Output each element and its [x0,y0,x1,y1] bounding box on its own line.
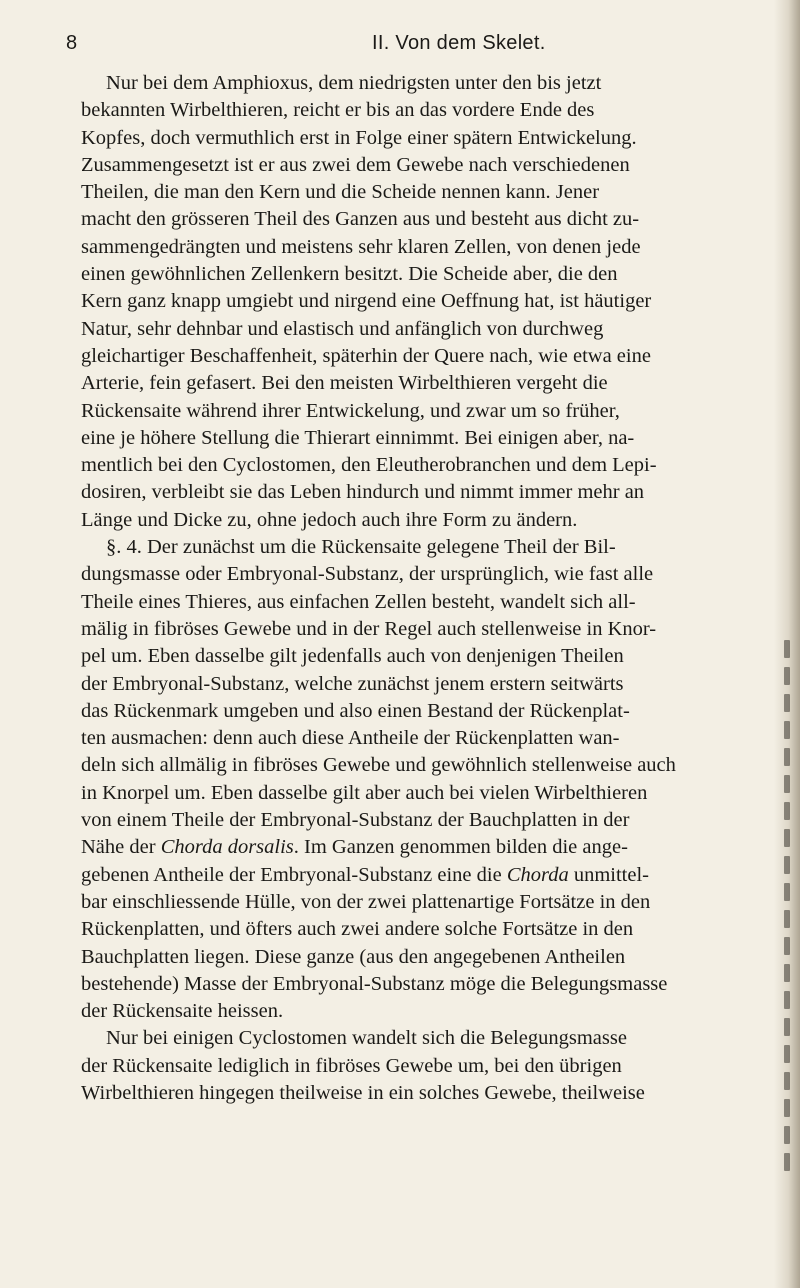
running-head: II. Von dem Skelet. [372,32,546,54]
text-line: bekannten Wirbelthieren, reicht er bis an das vordere Ende des [81,99,595,122]
text-line: Rückenplatten, und öfters auch zwei andere solche Fortsätze in den [81,918,634,941]
text-line: sammengedrängten und meistens sehr klaren Zellen, von denen jede [81,235,641,258]
text-line: Theile eines Thieres, aus einfachen Zellen besteht, wandelt sich all- [81,590,636,613]
text-line: in Knorpel um. Eben dasselbe gilt aber auch bei vielen Wirbelthieren [81,781,648,804]
italic-term: Chorda dorsalis [160,836,294,859]
text-line: bestehende) Masse der Embryonal-Substanz möge die Belegungsmasse [81,972,668,995]
text-line: dungsmasse oder Embryonal-Substanz, der ursprünglich, wie fast alle [81,563,654,586]
page-edge-marks [784,640,792,1180]
text-line: Länge und Dicke zu, ohne jedoch auch ihre Form zu ändern. [81,508,578,531]
text-line: einen gewöhnlichen Zellenkern besitzt. Die Scheide aber, die den [81,263,618,286]
text-line: mälig in fibröses Gewebe und in der Regel auch stellenweise in Knor- [81,617,657,640]
text-line: Nur bei einigen Cyclostomen wandelt sich die Belegungsmasse [106,1027,627,1050]
text-line: deln sich allmälig in fibröses Gewebe und gewöhnlich stellenweise auch [81,754,676,777]
text-line: Kopfes, doch vermuthlich erst in Folge einer spätern Entwickelung. [81,126,637,149]
text-line: Wirbelthieren hingegen theilweise in ein solches Gewebe, theilweise [81,1081,645,1104]
text-line: ten ausmachen: denn auch diese Antheile der Rückenplatten wan- [81,727,620,750]
text-line: Zusammengesetzt ist er aus zwei dem Gewebe nach verschiedenen [81,153,630,176]
text-line: Theilen, die man den Kern und die Scheide nennen kann. Jener [81,181,600,204]
text-line: von einem Theile der Embryonal-Substanz der Bauchplatten in der [81,809,630,832]
text-line: eine je höhere Stellung die Thierart einnimmt. Bei einigen aber, na- [81,426,635,449]
text-line: pel um. Eben dasselbe gilt jedenfalls auch von denjenigen Theilen [81,645,624,668]
text-line: das Rückenmark umgeben und also einen Bestand der Rückenplat- [81,699,630,722]
text-line: Kern ganz knapp umgiebt und nirgend eine Oeffnung hat, ist häutiger [81,290,652,313]
text-line: Arterie, fein gefasert. Bei den meisten Wirbelthieren vergeht die [81,372,608,395]
text-line: macht den grösseren Theil des Ganzen aus und besteht aus dicht zu- [81,208,640,231]
text-line: Nähe der Chorda dorsalis. Im Ganzen genommen bilden die ange- [81,836,628,859]
text-line: Bauchplatten liegen. Diese ganze (aus den angegebenen Antheilen [81,945,626,968]
text-line: der Rückensaite lediglich in fibröses Gewebe um, bei den übrigen [81,1054,622,1077]
text-line: bar einschliessende Hülle, von der zwei plattenartige Fortsätze in den [81,890,651,913]
text-line: der Embryonal-Substanz, welche zunächst jenem erstern seitwärts [81,672,624,695]
section-line: §. 4. Der zunächst um die Rückensaite gelegene Theil der Bil- [106,536,616,559]
page-number: 8 [66,32,78,54]
text-line: gleichartiger Beschaffenheit, späterhin der Quere nach, wie etwa eine [81,344,651,367]
text-line: Rückensaite während ihrer Entwickelung, und zwar um so früher, [81,399,620,422]
text-line: Nur bei dem Amphioxus, dem niedrigsten unter den bis jetzt [106,72,602,94]
italic-term: Chorda [506,863,569,886]
text-line: gebenen Antheile der Embryonal-Substanz eine die Chorda unmittel- [81,863,649,886]
text-line: Natur, sehr dehnbar und elastisch und anfänglich von durchweg [81,317,604,340]
page-header [0,28,800,58]
text-line: der Rückensaite heissen. [81,1000,284,1023]
text-line: dosiren, verbleibt sie das Leben hindurch und nimmt immer mehr an [81,481,645,504]
text-line: mentlich bei den Cyclostomen, den Eleutherobranchen und dem Lepi- [81,454,657,477]
body-text [81,70,785,1107]
